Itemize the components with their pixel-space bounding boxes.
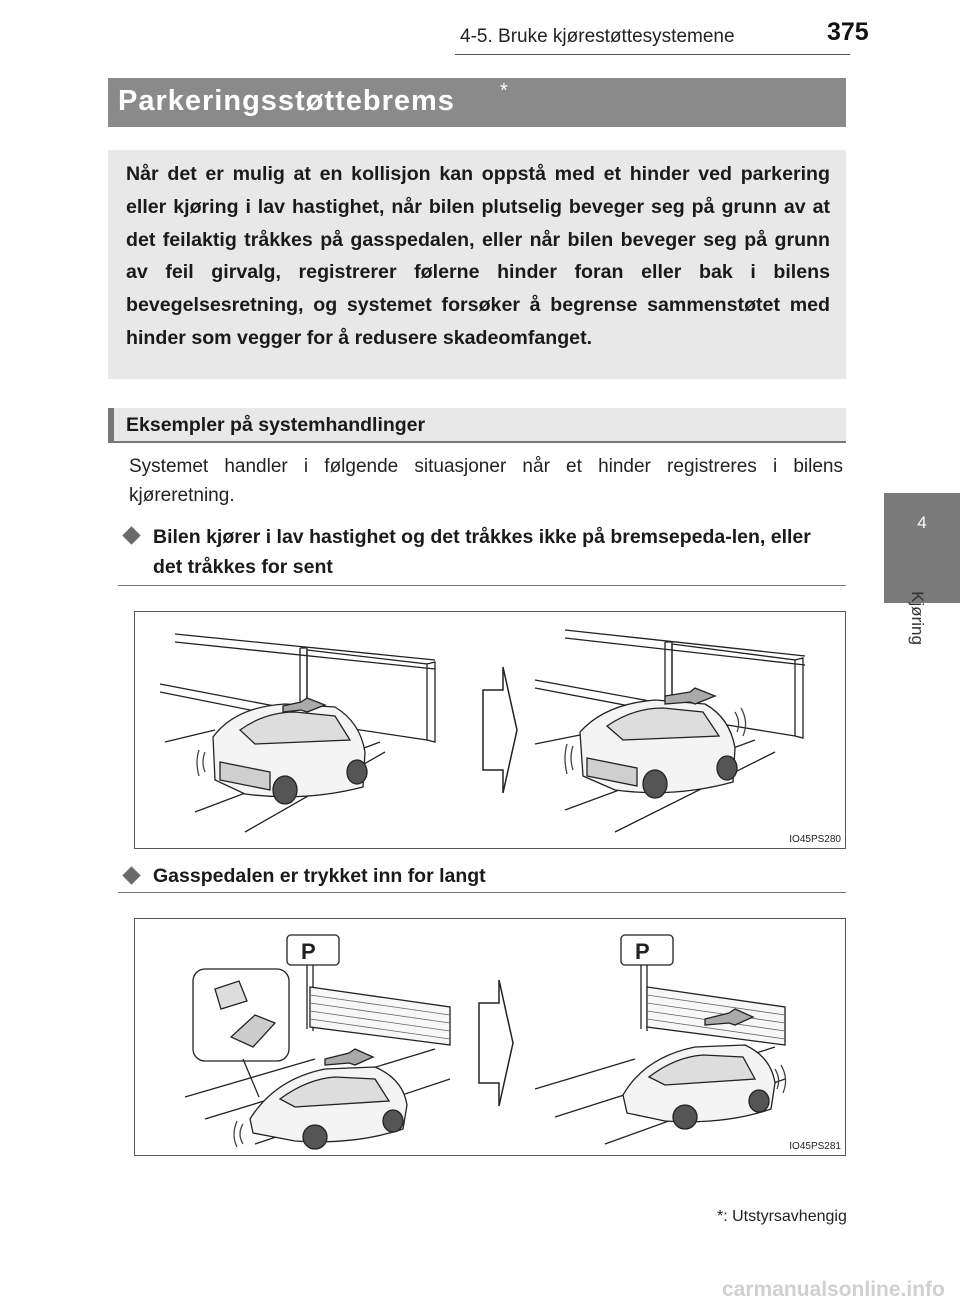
equipment-marker: * <box>500 80 508 102</box>
diamond-icon <box>122 526 140 544</box>
illustration-low-speed <box>134 611 846 849</box>
footnote-marker: * <box>717 1208 724 1225</box>
illustration-low-speed-drawing <box>135 612 845 848</box>
diamond-icon <box>122 866 140 884</box>
figure-code: IO45PS280 <box>789 834 841 845</box>
running-header: 4-5. Bruke kjørestøttesystemene <box>460 26 735 47</box>
chapter-label: Kjøring <box>907 591 927 645</box>
arrow-right-icon <box>483 667 517 793</box>
watermark: carmanualsonline.info <box>722 1278 945 1301</box>
illustration-accelerator-drawing <box>135 919 845 1155</box>
chapter-number: 4 <box>917 513 927 532</box>
chapter-label-wrapper <box>895 580 955 660</box>
svg-text:P: P <box>301 939 316 964</box>
arrow-right-icon <box>479 980 513 1106</box>
illustration-accelerator <box>134 918 846 1156</box>
header-divider <box>455 54 850 55</box>
case-2-heading: Gasspedalen er trykket inn for langt <box>153 865 486 887</box>
page-title-bar <box>108 78 846 127</box>
intro-text: Når det er mulig at en kollisjon kan oppstå med et hinder ved parkering eller kjøring i lav hastighet, når bilen plutselig beveger seg på grunn av at det feilaktig tråkkes på gasspedalen, eller når bilen beveger seg på grunn av feil girvalg, registrerer følerne hinder foran eller bak i bilens bevegelsesretning, og systemet forsøker å begrense sammenstøtet med hinder som vegger for å redusere skadeomfanget. <box>126 163 830 349</box>
intro-box <box>108 150 846 379</box>
figure-code: IO45PS281 <box>789 1141 841 1152</box>
footnote <box>717 1208 847 1226</box>
footnote-text: : Utstyrsavhengig <box>723 1208 847 1225</box>
case-1-heading: Bilen kjører i lav hastighet og det tråkkes ikke på bremsepeda-len, eller det tråkkes for sent <box>153 526 811 578</box>
page-title: Parkeringsstøttebrems <box>118 85 455 117</box>
svg-text:P: P <box>635 939 650 964</box>
section-heading: Eksempler på systemhandlinger <box>126 414 426 436</box>
case-1-divider <box>118 585 846 586</box>
case-2-divider <box>118 892 846 893</box>
page-number: 375 <box>827 18 869 46</box>
section-heading-bar <box>108 408 846 443</box>
section-body: Systemet handler i følgende situasjoner når et hinder registreres i bilens kjøreretning. <box>129 456 843 506</box>
